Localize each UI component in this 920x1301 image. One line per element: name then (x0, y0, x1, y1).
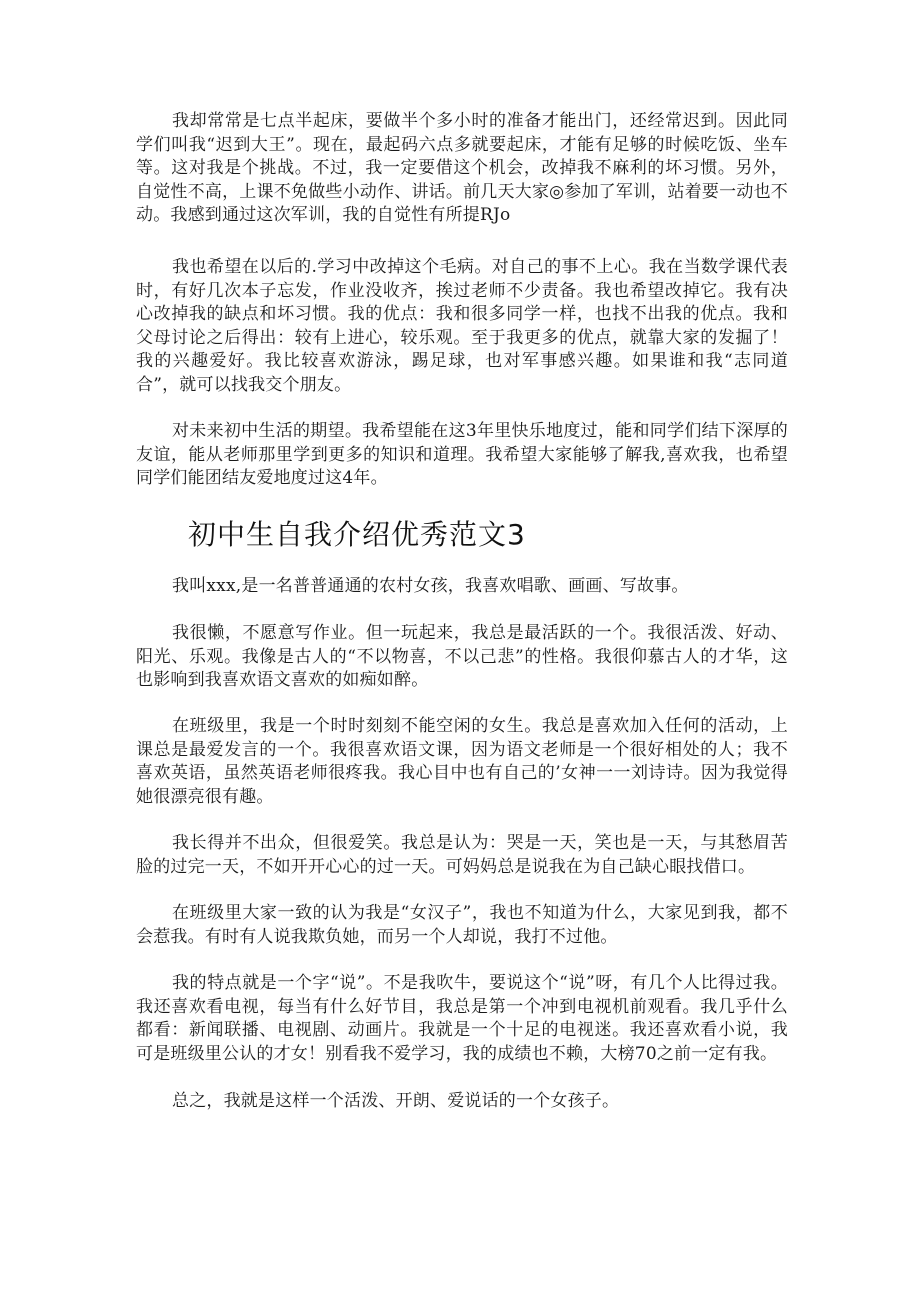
paragraph-talkative: 我的特点就是一个字“说”。不是我吹牛，要说这个“说”呀，有几个人比得过我。我还喜欢看电视，每当有什么好节目，我总是第一个冲到电视机前观看。我几乎什么都看：新闻联播、电视剧、动画片。我就是一个十足的电视迷。我还喜欢看小说，我可是班级里公认的才女！别看我不爱学习，我的成绩也不赖，大榜70之前一定有我。 (136, 973, 788, 1064)
paragraph-tomboy: 在班级里大家一致的认为我是“女汉子”，我也不知道为什么，大家见到我，都不会惹我。有时有人说我欺负她，而另一个人却说，我打不过他。 (136, 903, 788, 947)
paragraph-conclusion: 总之，我就是这样一个活泼、开朗、爱说话的一个女孩子。 (172, 1091, 620, 1111)
paragraph-personality: 我很懒，不愿意写作业。但一玩起来，我总是最活跃的一个。我很活泼、好动、阳光、乐观。我像是古人的“不以物喜，不以己悲”的性格。我很仰慕古人的才华，这也影响到我喜欢语文喜欢的如痴如醉。 (136, 623, 788, 691)
paragraph-smile: 我长得并不出众，但很爱笑。我总是认为：哭是一天，笑也是一天，与其愁眉苦脸的过完一天，不如开开心心的过一天。可妈妈总是说我在为自己缺心眼找借口。 (136, 833, 788, 877)
paragraph-intro-name: 我叫xxx,是一名普普通通的农村女孩，我喜欢唱歌、画画、写故事。 (172, 576, 689, 596)
paragraph-morning-routine: 我却常常是七点半起床，要做半个多小时的准备才能出门，还经常迟到。因此同学们叫我“迟到大王”。现在，最起码六点多就要起床，才能有足够的时候吃饭、坐车等。这对我是个挑战。不过，我一定要借这个机会，改掉我不麻利的坏习惯。另外，自觉性不高，上课不免做些小动作、讲话。前几天大家◎参加了军训，站着要一动也不动。我感到通过这次军训，我的自觉性有所提RJo (136, 111, 788, 226)
paragraph-future-hopes: 对未来初中生活的期望。我希望能在这3年里快乐地度过，能和同学们结下深厚的友谊，能从老师那里学到更多的知识和道理。我希望大家能够了解我,喜欢我，也希望同学们能团结友爱地度过这4年。 (136, 421, 788, 489)
section-title: 初中生自我介绍优秀范文3 (188, 518, 526, 551)
paragraph-class-life: 在班级里，我是一个时时刻刻不能空闲的女生。我总是喜欢加入任何的活动，上课总是最爱发言的一个。我很喜欢语文课，因为语文老师是一个很好相处的人；我不喜欢英语，虽然英语老师很疼我。我心目中也有自己的’女神一一刘诗诗。因为我觉得她很漂亮很有趣。 (136, 716, 788, 807)
paragraph-habits-and-hobbies: 我也希望在以后的.学习中改掉这个毛病。对自己的事不上心。我在当数学课代表时，有好几次本子忘发，作业没收齐，挨过老师不少责备。我也希望改掉它。我有决心改掉我的缺点和坏习惯。我的优点：我和很多同学一样，也找不出我的优点。我和父母讨论之后得出：较有上进心，较乐观。至于我更多的优点，就靠大家的发掘了！我的兴趣爱好。我比较喜欢游泳，踢足球，也对军事感兴趣。如果谁和我“志同道合”，就可以找我交个朋友。 (136, 257, 788, 395)
